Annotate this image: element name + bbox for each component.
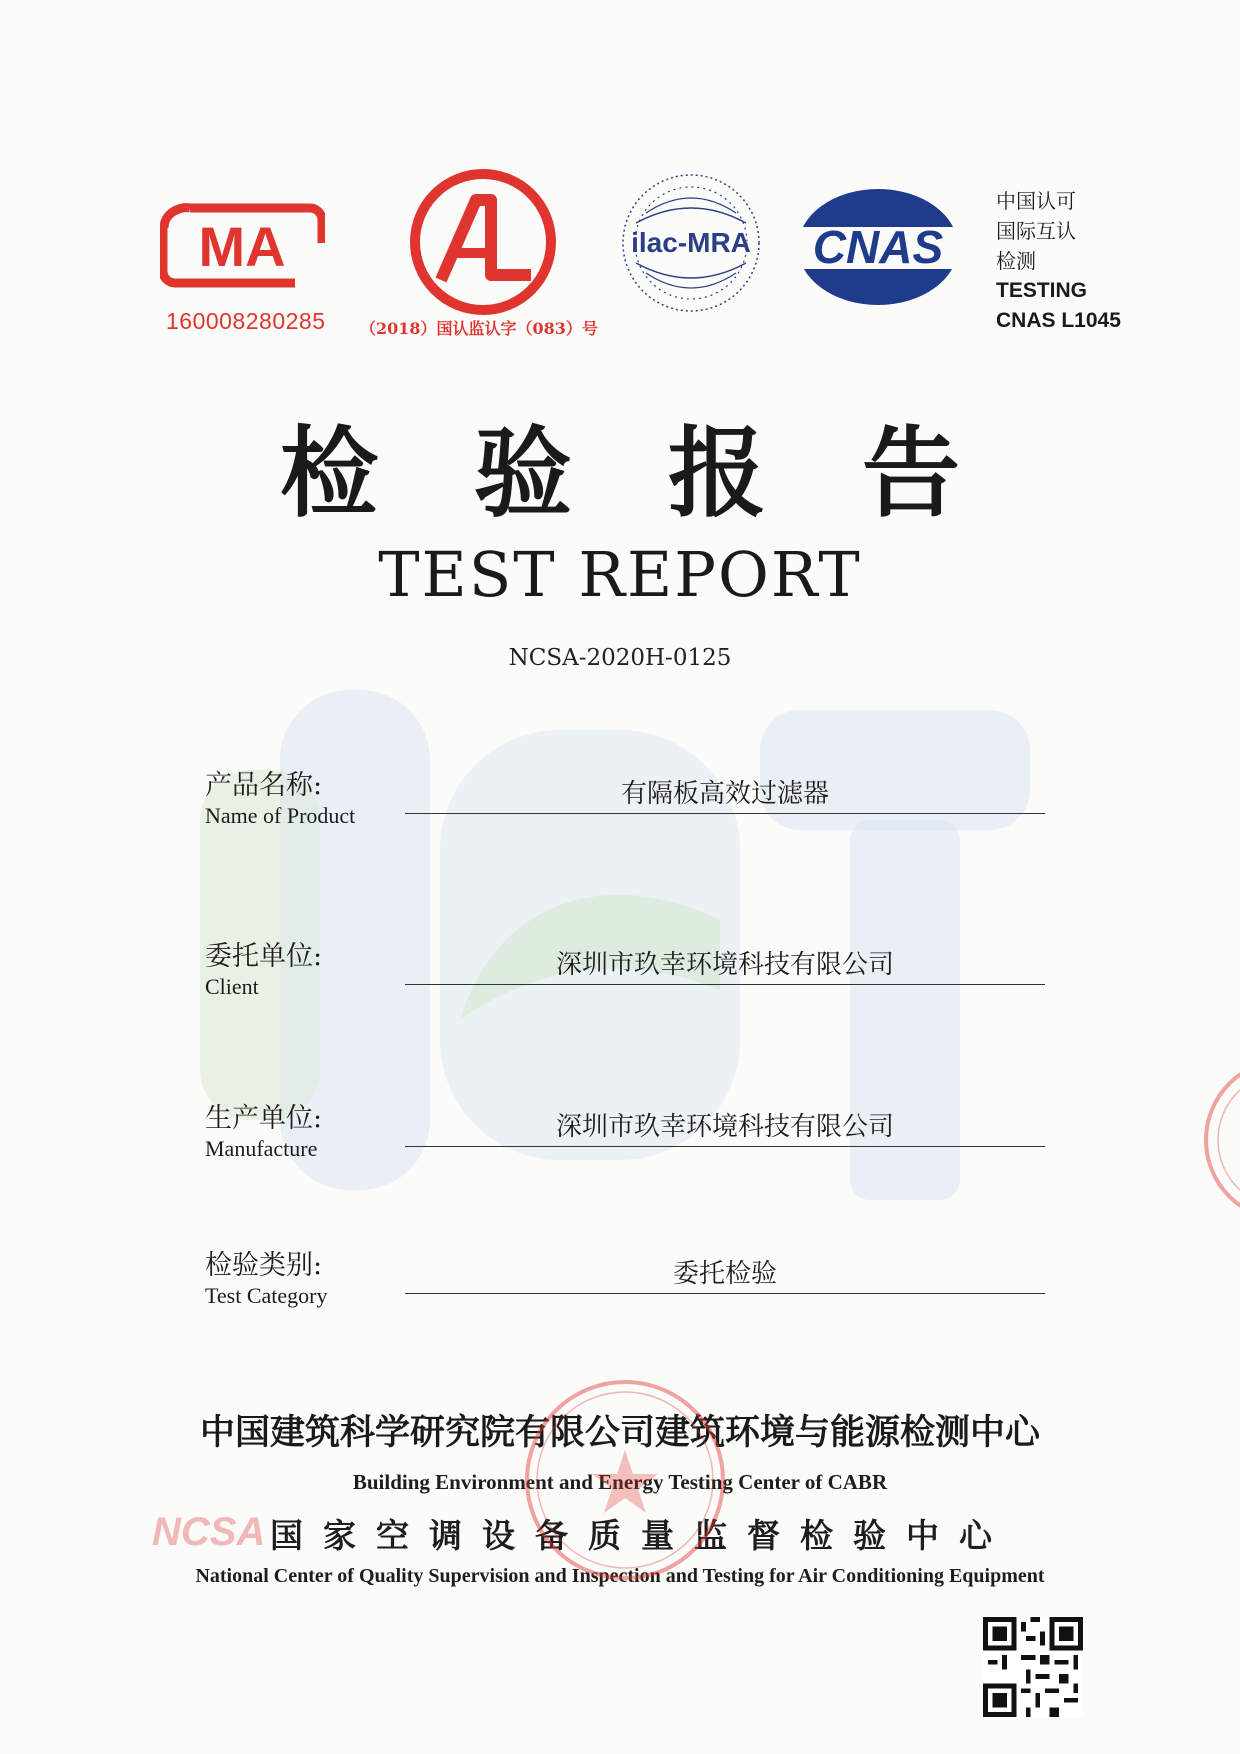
field-test-category bbox=[205, 1243, 1045, 1323]
field-underline bbox=[405, 1146, 1045, 1147]
org-name-cn: 中国建筑科学研究院有限公司建筑环境与能源检测中心 bbox=[199, 1413, 1040, 1453]
field-underline bbox=[405, 813, 1045, 814]
field-value: 有隔板高效过滤器 bbox=[620, 779, 829, 809]
field-label-en: Manufacture bbox=[205, 1136, 318, 1161]
field-label-cn: 检验类别: bbox=[205, 1250, 323, 1281]
field-label-en: Test Category bbox=[205, 1283, 328, 1308]
ncsa-logo-text: NCSA bbox=[152, 1510, 265, 1554]
field-product-name bbox=[205, 763, 1045, 843]
field-underline bbox=[405, 1293, 1045, 1294]
center-name-cn: 国家空调设备质量监督检验中心 bbox=[270, 1516, 1012, 1555]
field-label-en: Name of Product bbox=[205, 803, 356, 828]
center-name-en: National Center of Quality Supervision and Inspection and Testing for Air Conditioning Equipment bbox=[195, 1565, 1045, 1587]
field-manufacture bbox=[205, 1096, 1045, 1176]
field-label-cn: 产品名称: bbox=[205, 770, 323, 801]
field-label-en: Client bbox=[205, 974, 259, 999]
cnas-caption-line4: TESTING bbox=[996, 279, 1088, 302]
field-client bbox=[205, 934, 1045, 1014]
cnas-text: CNAS bbox=[812, 221, 944, 273]
ncsa-logo bbox=[150, 1505, 265, 1555]
cnas-caption-line3: 检测 bbox=[996, 249, 1036, 273]
al-number: （2018）国认监认字（083）号 bbox=[360, 319, 598, 338]
cnas-logo bbox=[790, 185, 965, 310]
cnas-caption-line5: CNAS L1045 bbox=[996, 309, 1121, 332]
field-label-cn: 生产单位: bbox=[205, 1103, 323, 1134]
field-label-cn: 委托单位: bbox=[205, 941, 323, 972]
cnas-caption-line1: 中国认可 bbox=[996, 189, 1076, 213]
field-underline bbox=[405, 984, 1045, 985]
field-value: 委托检验 bbox=[672, 1259, 777, 1289]
report-number: NCSA-2020H-0125 bbox=[508, 645, 732, 671]
ilac-text: ilac-MRA bbox=[631, 227, 751, 258]
svg-text:MA: MA bbox=[198, 215, 286, 278]
org-name-en: Building Environment and Energy Testing Center of CABR bbox=[352, 1470, 888, 1494]
title-cn: 检验报告 bbox=[279, 417, 1056, 531]
red-stamp-seal bbox=[520, 1375, 730, 1585]
cma-number: 160008280285 bbox=[166, 308, 326, 334]
edge-stamp-seal bbox=[1196, 1050, 1240, 1230]
field-value: 深圳市玖幸环境科技有限公司 bbox=[555, 950, 894, 980]
ilac-mra-logo bbox=[616, 168, 766, 318]
cnas-caption bbox=[996, 186, 1121, 336]
cnas-caption-line2: 国际互认 bbox=[996, 219, 1076, 243]
cma-logo bbox=[160, 198, 325, 293]
field-value: 深圳市玖幸环境科技有限公司 bbox=[555, 1112, 894, 1142]
qr-code-icon bbox=[983, 1617, 1083, 1717]
al-logo bbox=[406, 165, 561, 320]
title-en: TEST REPORT bbox=[378, 538, 862, 611]
